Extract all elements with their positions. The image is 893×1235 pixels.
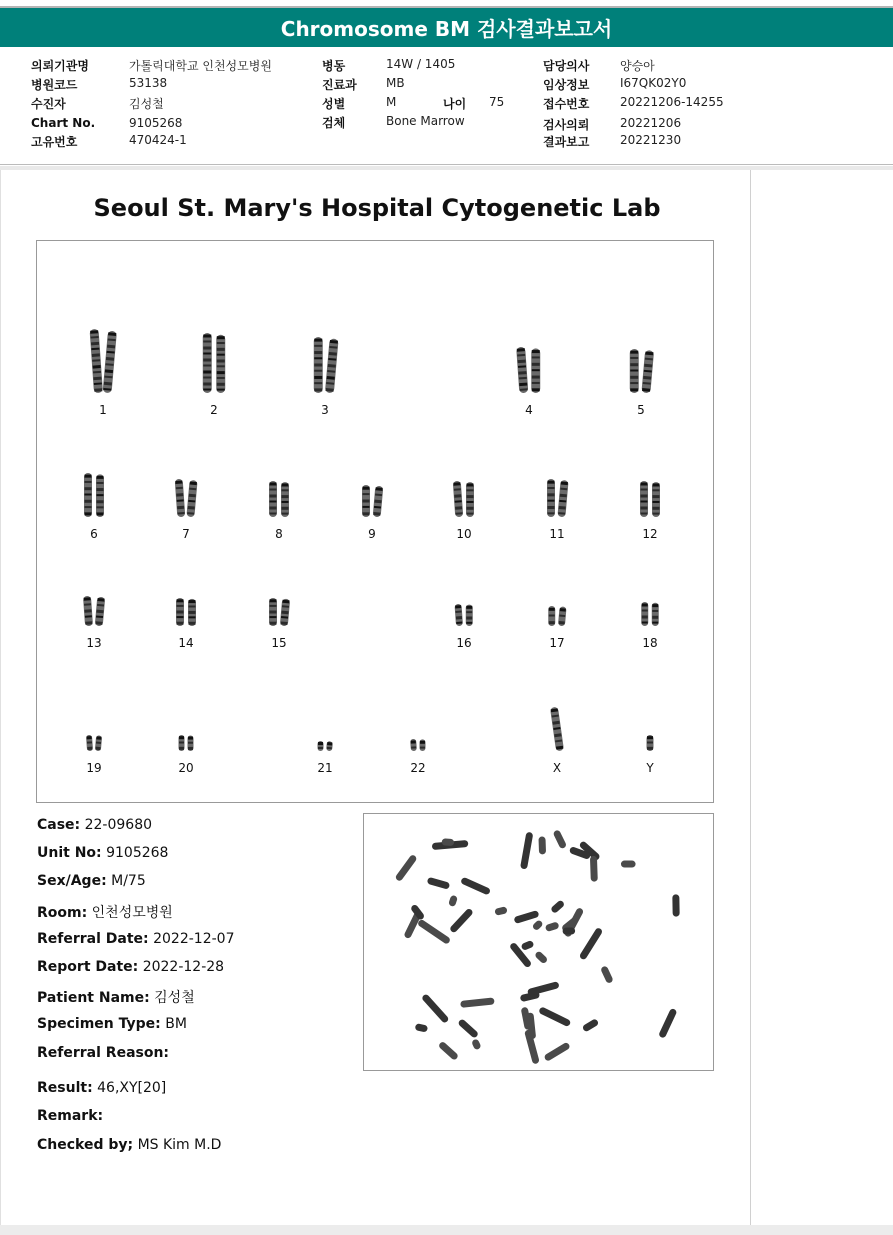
patient-name-label: Patient Name:	[37, 990, 150, 1006]
chromosome	[95, 735, 102, 751]
chromosome-label-6: 6	[90, 527, 98, 541]
chromosome	[318, 741, 324, 751]
checked-by-row	[37, 1137, 221, 1153]
metaphase-chromosome	[532, 919, 544, 931]
page-right-edge	[750, 170, 751, 1225]
header-label-specimen: 검체	[322, 116, 346, 130]
chromosome-label-15: 15	[271, 636, 287, 650]
metaphase-chromosome	[520, 832, 533, 870]
unit-no-label: Unit No:	[37, 845, 102, 861]
metaphase-chromosome	[658, 1008, 677, 1039]
chromosome	[186, 480, 197, 517]
header-value-receipt-no: 20221206-14255	[620, 95, 724, 109]
checked-by-label: Checked by;	[37, 1137, 134, 1153]
referral-date-label: Referral Date:	[37, 931, 149, 947]
chromosome	[90, 329, 103, 393]
chromosome-label-5: 5	[637, 403, 645, 417]
section-band	[0, 166, 893, 170]
metaphase-chromosome	[449, 908, 474, 934]
header-label-receipt-no: 접수번호	[543, 97, 590, 111]
chromosome	[373, 486, 384, 518]
metaphase-chromosome	[545, 921, 560, 932]
report-date-row	[37, 959, 224, 975]
chromosome-label-y: Y	[646, 761, 654, 775]
sex-age-value: M/75	[111, 873, 146, 889]
chromosome	[362, 485, 370, 517]
chromosome	[269, 598, 277, 626]
header-label-request-date: 검사의뢰	[543, 118, 590, 132]
lab-title: Seoul St. Mary's Hospital Cytogenetic Lab	[93, 194, 661, 222]
header-value-hospital-code: 53138	[129, 76, 168, 90]
chromosome	[281, 482, 289, 517]
bottom-band	[0, 1225, 893, 1235]
metaphase-chromosome	[672, 894, 679, 916]
report-title: Chromosome BM 검사결과보고서	[0, 8, 893, 47]
chromosome-label-9: 9	[368, 527, 376, 541]
chromosome	[410, 739, 417, 751]
chromosome-label-17: 17	[549, 636, 565, 650]
patient-name-row	[37, 987, 195, 1007]
metaphase-chromosome	[460, 997, 495, 1008]
header-value-patient: 김성철	[129, 97, 164, 111]
chromosome	[203, 333, 212, 393]
header-value-ward: 14W / 1405	[386, 57, 456, 71]
sex-age-label: Sex/Age:	[37, 873, 107, 889]
metaphase-chromosome	[524, 1029, 540, 1064]
karyogram-image	[37, 241, 713, 802]
chromosome	[640, 481, 648, 517]
chromosome	[103, 331, 117, 394]
chromosome-label-12: 12	[642, 527, 658, 541]
chromosome	[325, 338, 339, 393]
header-label-physician: 담당의사	[543, 59, 590, 73]
header-label-ward: 병동	[322, 59, 346, 73]
chromosome	[641, 602, 648, 626]
room-label: Room:	[37, 905, 88, 921]
chromosome-label-x: X	[552, 761, 562, 775]
chromosome-label-7: 7	[182, 527, 190, 541]
checked-by-value: MS Kim M.D	[137, 1137, 222, 1153]
result-value: 46,XY[20]	[97, 1080, 167, 1096]
patient-name-value: 김성철	[154, 990, 195, 1006]
chromosome-label-21: 21	[317, 761, 333, 775]
chromosome	[86, 735, 93, 751]
header-value-sex: M	[386, 95, 397, 109]
header-value-age: 75	[489, 95, 505, 109]
metaphase-chromosome	[415, 1023, 429, 1032]
chromosome-label-14: 14	[178, 636, 194, 650]
metaphase-chromosome	[550, 899, 565, 914]
case-value: 22-09680	[84, 817, 153, 833]
chromosome	[548, 606, 555, 626]
chromosome-label-18: 18	[642, 636, 658, 650]
metaphase-chromosome	[538, 836, 546, 854]
header-label-hospital-code: 병원코드	[31, 78, 78, 92]
header-value-clinical-info: I67QK02Y0	[620, 76, 687, 90]
specimen-type-row	[37, 1016, 187, 1032]
metaphase-chromosome	[543, 1042, 570, 1062]
metaphase-chromosome	[590, 856, 598, 882]
metaphase-chromosome	[460, 877, 491, 896]
header-label-sex: 성별	[322, 97, 346, 111]
referral-reason-row	[37, 1045, 169, 1061]
chromosome-label-1: 1	[99, 403, 107, 417]
header-value-institution: 가톨릭대학교 인천성모병원	[129, 59, 272, 73]
chromosome-label-16: 16	[456, 636, 472, 650]
header-label-age: 나이	[443, 97, 467, 111]
chromosome	[516, 347, 528, 394]
room-row	[37, 902, 173, 922]
result-row	[37, 1080, 166, 1096]
header-label-patient: 수진자	[31, 97, 66, 111]
referral-date-row	[37, 931, 234, 947]
metaphase-chromosome	[582, 1018, 600, 1032]
chromosome-label-11: 11	[549, 527, 565, 541]
chromosome-label-20: 20	[178, 761, 194, 775]
metaphase-chromosome	[552, 829, 567, 849]
metaphase-chromosome	[521, 940, 535, 951]
chromosome	[216, 335, 225, 393]
chromosome	[83, 596, 93, 626]
metaphase-chromosome	[438, 1041, 459, 1061]
chromosome	[630, 349, 639, 393]
header-label-clinical-info: 임상정보	[543, 78, 590, 92]
metaphase-chromosome	[448, 895, 458, 907]
case-label: Case:	[37, 817, 81, 833]
header-value-chart-no: 9105268	[129, 116, 183, 130]
chromosome	[269, 481, 277, 517]
referral-reason-label: Referral Reason:	[37, 1045, 170, 1061]
chromosome	[652, 603, 659, 626]
header-value-specimen: Bone Marrow	[386, 114, 465, 128]
chromosome	[176, 598, 184, 626]
metaphase-chromosome	[600, 965, 614, 984]
unit-no-row	[37, 845, 168, 861]
header-divider	[0, 164, 893, 165]
chromosome	[175, 479, 186, 517]
chromosome	[420, 739, 426, 751]
header-value-physician: 양승아	[620, 59, 655, 73]
chromosome-label-13: 13	[86, 636, 102, 650]
chromosome	[188, 735, 194, 751]
metaphase-chromosome	[394, 854, 417, 882]
remark-row	[37, 1108, 103, 1124]
header-label-department: 진료과	[322, 78, 357, 92]
header-label-institution: 의뢰기관명	[31, 59, 89, 73]
header-value-unique-no: 470424-1	[129, 133, 187, 147]
header-value-request-date: 20221206	[620, 116, 682, 130]
room-value: 인천성모병원	[91, 905, 173, 921]
metaphase-chromosome	[494, 906, 507, 916]
chromosome	[84, 473, 92, 517]
chromosome	[547, 479, 555, 517]
chromosome-label-8: 8	[275, 527, 283, 541]
header-label-unique-no: 고유번호	[31, 135, 78, 149]
chromosome	[96, 474, 104, 517]
chromosome	[453, 481, 463, 517]
metaphase-chromosome	[457, 1018, 479, 1039]
chromosome-label-19: 19	[86, 761, 102, 775]
header-value-result-date: 20221230	[620, 133, 682, 147]
chromosome	[531, 348, 540, 393]
metaphase-spread	[364, 814, 713, 1070]
metaphase-chromosome	[621, 861, 636, 868]
report-date-label: Report Date:	[37, 959, 139, 975]
chromosome-label-22: 22	[410, 761, 426, 775]
metaphase-chromosome	[538, 1006, 571, 1027]
header-label-chart-no: Chart No.	[31, 116, 96, 130]
sex-age-row	[37, 873, 146, 889]
unit-no-value: 9105268	[106, 845, 169, 861]
metaphase-chromosome	[471, 1038, 482, 1050]
chromosome	[95, 597, 106, 627]
metaphase-chromosome	[442, 838, 455, 846]
metaphase-chromosome	[534, 950, 548, 964]
specimen-type-label: Specimen Type:	[37, 1016, 161, 1032]
metaphase-chromosome	[427, 877, 451, 890]
chromosome	[557, 480, 568, 517]
remark-label: Remark:	[37, 1108, 104, 1124]
metaphase-chromosome	[579, 927, 604, 961]
chromosome	[179, 735, 185, 751]
chromosome-label-10: 10	[456, 527, 472, 541]
chromosome	[466, 605, 473, 626]
chromosome	[647, 735, 654, 751]
chromosome-label-4: 4	[525, 403, 533, 417]
chromosome	[314, 337, 323, 393]
result-label: Result:	[37, 1080, 93, 1096]
metaphase-chromosome	[563, 927, 576, 934]
specimen-type-value: BM	[165, 1016, 187, 1032]
chromosome	[454, 604, 463, 626]
metaphase-chromosome	[513, 910, 539, 924]
chromosome	[641, 350, 654, 393]
chromosome	[188, 599, 196, 626]
chromosome	[466, 482, 474, 517]
header-value-department: MB	[386, 76, 405, 90]
metaphase-chromosome	[417, 919, 451, 945]
chromosome	[652, 482, 660, 517]
metaphase-image	[363, 813, 714, 1071]
karyogram	[36, 240, 714, 803]
chromosome	[280, 599, 290, 627]
page-left-edge	[0, 170, 1, 1225]
metaphase-chromosome	[421, 993, 450, 1024]
chromosome	[558, 606, 567, 626]
chromosome	[326, 741, 333, 751]
referral-date-value: 2022-12-07	[153, 931, 235, 947]
chromosome-label-3: 3	[321, 403, 329, 417]
chromosome	[550, 707, 564, 752]
report-date-value: 2022-12-28	[142, 959, 225, 975]
header-label-result-date: 결과보고	[543, 135, 590, 149]
case-row	[37, 817, 152, 833]
chromosome-label-2: 2	[210, 403, 218, 417]
metaphase-chromosome	[527, 981, 560, 996]
